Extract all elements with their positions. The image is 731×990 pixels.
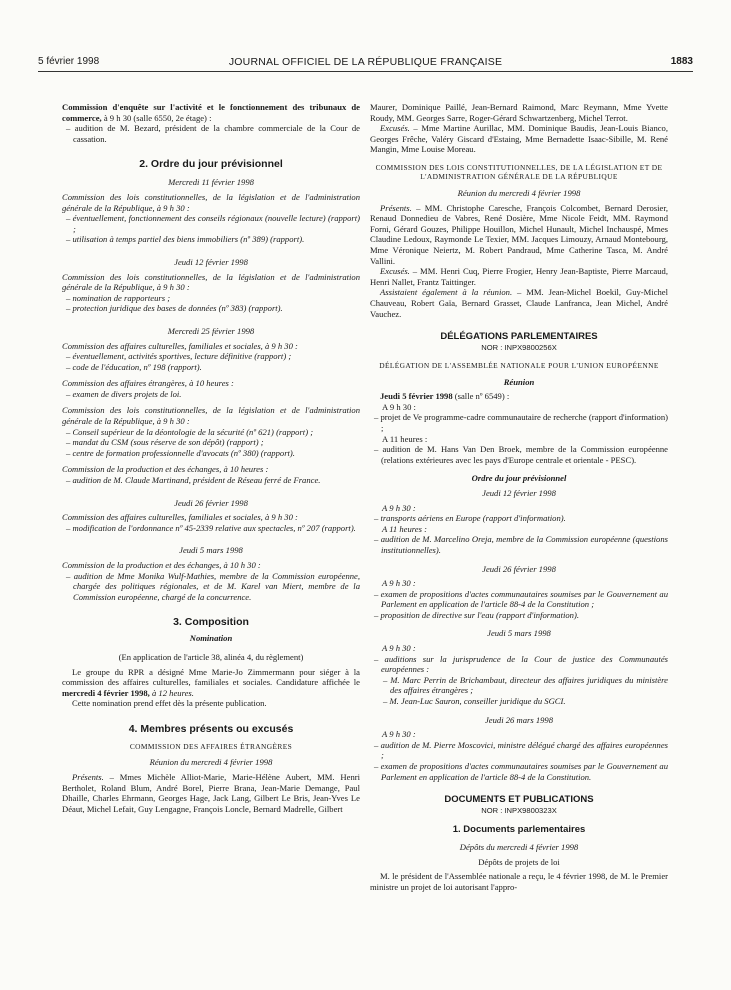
sub-heading-nomination: Nomination [189, 633, 233, 644]
section-heading-delegations: DÉLÉGATIONS PARLEMENTAIRES [440, 331, 598, 343]
header-title: JOURNAL OFFICIEL DE LA RÉPUBLIQUE FRANÇAISE [228, 56, 503, 68]
page-header [38, 56, 693, 70]
paragraph [62, 667, 360, 699]
time-line: A 9 h 30 : [382, 401, 416, 412]
nor-reference: NOR : INPX9800323X [481, 806, 557, 816]
commission-line: Commission des affaires culturelles, familiales et sociales, à 9 h 30 : [62, 512, 298, 523]
list-item: – audition de M. Bezard, président de la chambre commerciale de la Cour de cassation. [66, 123, 360, 144]
text-run: – Mme Martine Aurillac, MM. Dominique Baudis, Jean-Louis Bianco, Georges Frêche, Valéry Giscard d'Estaing, Mme Bernadette Isaac-Sibille, M. René Mangin, Mme Louise Moreau. [370, 123, 668, 155]
paragraph [370, 123, 668, 155]
commission-line: Commission de la production et des échanges, à 10 heures : [62, 464, 269, 475]
list-item: – centre de formation professionnelle d'avocats (nº 380) (rapport). [66, 447, 295, 458]
date-heading: Jeudi 5 mars 1998 [487, 628, 551, 639]
commission-line: Commission des affaires culturelles, familiales et sociales, à 9 h 30 : [62, 340, 298, 351]
commission-name: COMMISSION DES LOIS CONSTITUTIONNELLES, DE LA LÉGISLATION ET DE L'ADMINISTRATION GÉNÉRALE DE LA RÉPUBLIQUE [375, 162, 663, 182]
text-run: – Mmes Michèle Alliot-Marie, Marie-Hélène Aubert, MM. Henri Bertholet, Roland Blum, André Borel, Pierre Brana, Jean-Marie Demange, Paul Dhaille, Charles Ehrmann, Georges Hage, Jack Lang, Gilbert Le Bris, Jean-Yves Le Déaut, Michel Lefait, Guy Lengagne, François Loncle, Bernard Madrelle, Gilbert [62, 772, 360, 814]
deposit-type: Dépôts de projets de loi [478, 856, 560, 867]
label-assisting: Assistaient également à la réunion. [380, 287, 513, 298]
commission-enquete-time: à 9 h 30 (salle 6550, 2e étage) : [101, 112, 212, 123]
list-item: – code de l'éducation, nº 198 (rapport). [66, 361, 202, 372]
paragraph [370, 266, 668, 287]
nor-reference: NOR : INPX9800256X [481, 343, 557, 353]
commission-line: Commission des lois constitutionnelles, de la législation et de l'administration générale de la République, à 9 h 30 : [62, 191, 360, 213]
time-line: A 11 heures : [382, 523, 427, 534]
paragraph [370, 287, 668, 319]
list-item: – examen de divers projets de loi. [66, 388, 182, 399]
time-line: A 9 h 30 : [382, 578, 416, 589]
text-run: Le groupe du RPR a désigné Mme Marie-Jo Zimmermann pour siéger à la commission des affaires culturelles, familiales et sociales. Candidature affichée le [62, 666, 360, 688]
list-item: – M. Jean-Luc Sauron, conseiller juridique du SGCI. [383, 696, 566, 707]
paragraph: Maurer, Dominique Paillé, Jean-Bernard Raimond, Marc Reymann, Mme Yvette Roudy, MM. Georges Sarre, Roger-Gérard Schwartzenberg, Michel Terrot. [370, 102, 668, 123]
commission-line: Commission des lois constitutionnelles, de la législation et de l'administration générale de la République, à 9 h 30 : [62, 405, 360, 427]
list-item: – audition de M. Pierre Moscovici, ministre délégué chargé des affaires européennes ; [374, 739, 668, 761]
left-column [62, 102, 360, 814]
commission-enquete-title: Commission d'enquête sur l'activité et le fonctionnement des tribunaux de commerce, [62, 102, 360, 123]
meeting-date: Réunion du mercredi 4 février 1998 [149, 757, 273, 768]
list-item: – modification de l'ordonnance nº 45-2339 relative aux spectacles, nº 207 (rapport). [66, 522, 356, 533]
sub-heading-odj: Ordre du jour prévisionnel [471, 473, 567, 484]
date-heading: Mercredi 25 février 1998 [167, 325, 255, 336]
sub-heading-reunion: Réunion [503, 376, 535, 387]
list-item: – audition de Mme Monika Wulf-Mathies, membre de la Commission européenne, chargée des politiques régionales, et de M. Karel van Miert, membre de la Commission européenne, chargé de la concurrence. [66, 570, 360, 602]
list-item: – audition de M. Marcelino Oreja, membre de la Commission européenne (questions institutionnelles). [374, 534, 668, 555]
list-item: – protection juridique des bases de données (nº 383) (rapport). [66, 303, 283, 314]
list-item: – mandat du CSM (sous réserve de son dépôt) (rapport) ; [66, 437, 264, 448]
section-heading-ordre-du-jour: 2. Ordre du jour prévisionnel [139, 158, 283, 171]
text-run: (salle nº 6549) : [452, 391, 510, 402]
paragraph [370, 203, 668, 267]
date-heading: Mercredi 11 février 1998 [168, 177, 254, 188]
list-item: – Conseil supérieur de la déontologie de la sécurité (nº 621) (rapport) ; [66, 426, 314, 437]
list-item: – nomination de rapporteurs ; [66, 292, 171, 303]
list-item: – M. Marc Perrin de Brichambaut, directeur des affaires juridiques du ministère des affaires étrangères ; [383, 674, 668, 696]
deposit-date: Dépôts du mercredi 4 février 1998 [459, 842, 579, 853]
list-item: – examen de propositions d'actes communautaires soumises par le Gouvernement au Parlement en application de l'article 88-4 de la Constitution. [374, 761, 668, 782]
time-line: A 9 h 30 : [382, 729, 416, 740]
header-date: 5 février 1998 [38, 56, 100, 67]
list-item: – transports aériens en Europe (rapport d'information). [374, 513, 566, 524]
text-run-bold: mercredi 4 février 1998, [62, 687, 150, 698]
list-item: – examen de propositions d'actes communautaires soumises par le Gouvernement au Parlement en application de l'article 88-4 de la Constitution ; [374, 588, 668, 610]
list-item: – utilisation à temps partiel des biens immobiliers (nº 389) (rapport). [66, 234, 305, 245]
section-heading-composition: 3. Composition [173, 616, 249, 629]
paragraph [62, 772, 360, 814]
label-present: Présents. [72, 772, 104, 783]
time-line: A 9 h 30 : [382, 643, 416, 654]
time-line: A 9 h 30 : [382, 502, 416, 513]
section-heading-membres: 4. Membres présents ou excusés [128, 722, 294, 735]
list-item: – auditions sur la jurisprudence de la Cour de justice des Communautés européennes : [374, 653, 668, 675]
commission-enquete-paragraph [62, 102, 360, 123]
paragraph: (En application de l'article 38, alinéa 4, du règlement) [118, 651, 304, 662]
text-run: – MM. Christophe Caresche, François Colcombet, Bernard Derosier, Renaud Donnedieu de Vabres, René Dosière, Mme Nicole Feidt, MM. Raymond Forni, Gérard Gouzes, Philippe Houillon, Michel Hunault, Michel Inchauspé, Mmes Claudine Ledoux, Raymonde Le Texier, MM. Jacques Limouzy, Arnaud Montebourg, Mme Véronique Neiertz, M. Robert Pandraud, Mme Catherine Tasca, M. André Vallini. [370, 202, 668, 266]
delegation-name: DÉLÉGATION DE L'ASSEMBLÉE NATIONALE POUR L'UNION EUROPÉENNE [379, 361, 659, 371]
date-heading: Jeudi 26 mars 1998 [484, 714, 554, 725]
right-column [370, 102, 668, 893]
label-present: Présents. [380, 202, 412, 213]
commission-line: Commission des lois constitutionnelles, de la législation et de l'administration générale de la République, à 9 h 30 : [62, 271, 360, 293]
commission-line: Commission des affaires étrangères, à 10 heures : [62, 378, 234, 389]
commission-line: Commission de la production et des échanges, à 10 h 30 : [62, 560, 261, 570]
time-line: A 11 heures : [382, 433, 428, 444]
paragraph: M. le président de l'Assemblée nationale a reçu, le 4 février 1998, de M. le Premier ministre un projet de loi autorisant l'appro- [370, 871, 668, 892]
paragraph [370, 391, 668, 402]
label-excused: Excusés. [380, 123, 410, 134]
list-item: – projet de Ve programme-cadre communautaire de recherche (rapport d'information) ; [374, 412, 668, 433]
date-heading: Jeudi 12 février 1998 [482, 487, 556, 498]
section-heading-documents: DOCUMENTS ET PUBLICATIONS [444, 794, 594, 806]
label-excused: Excusés. [380, 266, 410, 277]
text-run-bold: Jeudi 5 février 1998 [380, 391, 453, 402]
text-run: – MM. Henri Cuq, Pierre Frogier, Henry Jean-Baptiste, Pierre Marcaud, Henri Nallet, Frantz Taittinger. [370, 266, 668, 287]
list-item: – éventuellement, fonctionnement des conseils régionaux (nouvelle lecture) (rapport) ; [66, 213, 360, 234]
header-page-number: 1883 [670, 56, 693, 67]
list-item: – audition de M. Claude Martinand, président de Réseau ferré de France. [66, 475, 321, 486]
date-heading: Jeudi 26 février 1998 [482, 563, 556, 574]
list-item: – audition de M. Hans Van Den Broek, membre de la Commission européenne (relations extérieures avec les pays d'Europe centrale et orientale - PESC). [374, 444, 668, 465]
text-run: – MM. Jean-Michel Boekil, Guy-Michel Chauveau, Robert Gaïa, Bernard Grasset, Claude Lanfranca, Jean Michel, André Vauchez. [370, 287, 669, 319]
list-item: – éventuellement, activités sportives, lecture définitive (rapport) ; [66, 351, 292, 362]
commission-name: COMMISSION DES AFFAIRES ÉTRANGÈRES [129, 741, 293, 751]
text-run-italic: à 12 heures. [149, 687, 194, 698]
meeting-date: Réunion du mercredi 4 février 1998 [457, 187, 581, 198]
paragraph: Cette nomination prend effet dès la présente publication. [72, 698, 267, 709]
header-rule [38, 71, 693, 72]
section-heading-documents-parlementaires: 1. Documents parlementaires [452, 824, 586, 836]
date-heading: Jeudi 12 février 1998 [174, 256, 248, 267]
list-item: – proposition de directive sur l'eau (rapport d'information). [374, 609, 579, 620]
date-heading: Jeudi 26 février 1998 [174, 497, 248, 508]
date-heading: Jeudi 5 mars 1998 [179, 545, 243, 556]
